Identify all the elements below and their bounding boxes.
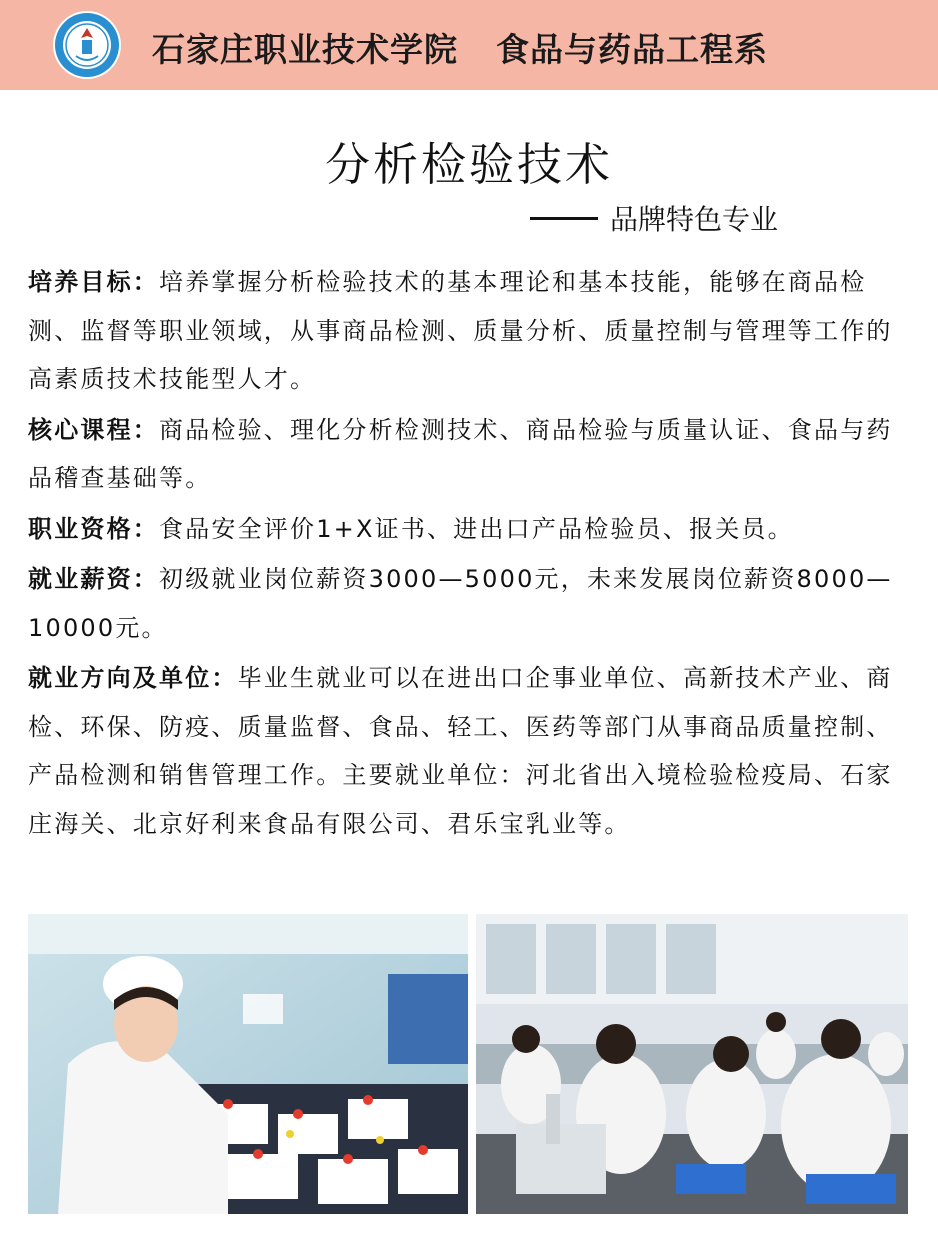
section-label: 职业资格： bbox=[28, 514, 159, 543]
lab-photo-technician-image bbox=[28, 914, 468, 1214]
section-text: 食品安全评价1+X证书、进出口产品检验员、报关员。 bbox=[159, 514, 794, 543]
subtitle bbox=[530, 198, 778, 238]
header-banner bbox=[0, 0, 938, 90]
section-training-goal bbox=[28, 258, 912, 404]
lab-photo-classroom bbox=[476, 914, 908, 1214]
school-emblem-icon bbox=[52, 10, 122, 80]
section-text: 毕业生就业可以在进出口企事业单位、高新技术产业、商检、环保、防疫、质量监督、食品、轻工、医药等部门从事商品质量控制、产品检测和销售管理工作。主要就业单位：河北省出入境检验检疫局、石家庄海关、北京好利来食品有限公司、君乐宝乳业等。 bbox=[28, 664, 893, 838]
lab-photo-classroom-image bbox=[476, 914, 908, 1214]
department-name: 食品与药品工程系 bbox=[496, 30, 768, 69]
school-name: 石家庄职业技术学院 bbox=[152, 30, 458, 69]
lab-photo-technician bbox=[28, 914, 468, 1214]
section-text: 培养掌握分析检验技术的基本理论和基本技能，能够在商品检测、监督等职业领域，从事商品检测、质量分析、质量控制与管理等工作的高素质技术技能型人才。 bbox=[28, 268, 893, 393]
section-text: 初级就业岗位薪资3000—5000元，未来发展岗位薪资8000—10000元。 bbox=[28, 565, 893, 642]
section-label: 核心课程： bbox=[28, 415, 159, 444]
section-label: 就业方向及单位： bbox=[28, 664, 238, 692]
subtitle-text: 品牌特色专业 bbox=[610, 203, 779, 236]
section-label: 就业薪资： bbox=[28, 565, 159, 593]
section-qualification bbox=[28, 505, 912, 554]
page-title: 分析检验技术 bbox=[324, 138, 613, 191]
subtitle-dash bbox=[530, 217, 598, 220]
section-salary bbox=[28, 555, 912, 652]
section-employment bbox=[28, 654, 912, 848]
header-title bbox=[152, 24, 768, 71]
section-label: 培养目标： bbox=[28, 268, 159, 296]
section-core-courses bbox=[28, 406, 912, 503]
section-text: 商品检验、理化分析检测技术、商品检验与质量认证、食品与药品稽查基础等。 bbox=[28, 415, 893, 492]
program-description bbox=[28, 258, 912, 850]
